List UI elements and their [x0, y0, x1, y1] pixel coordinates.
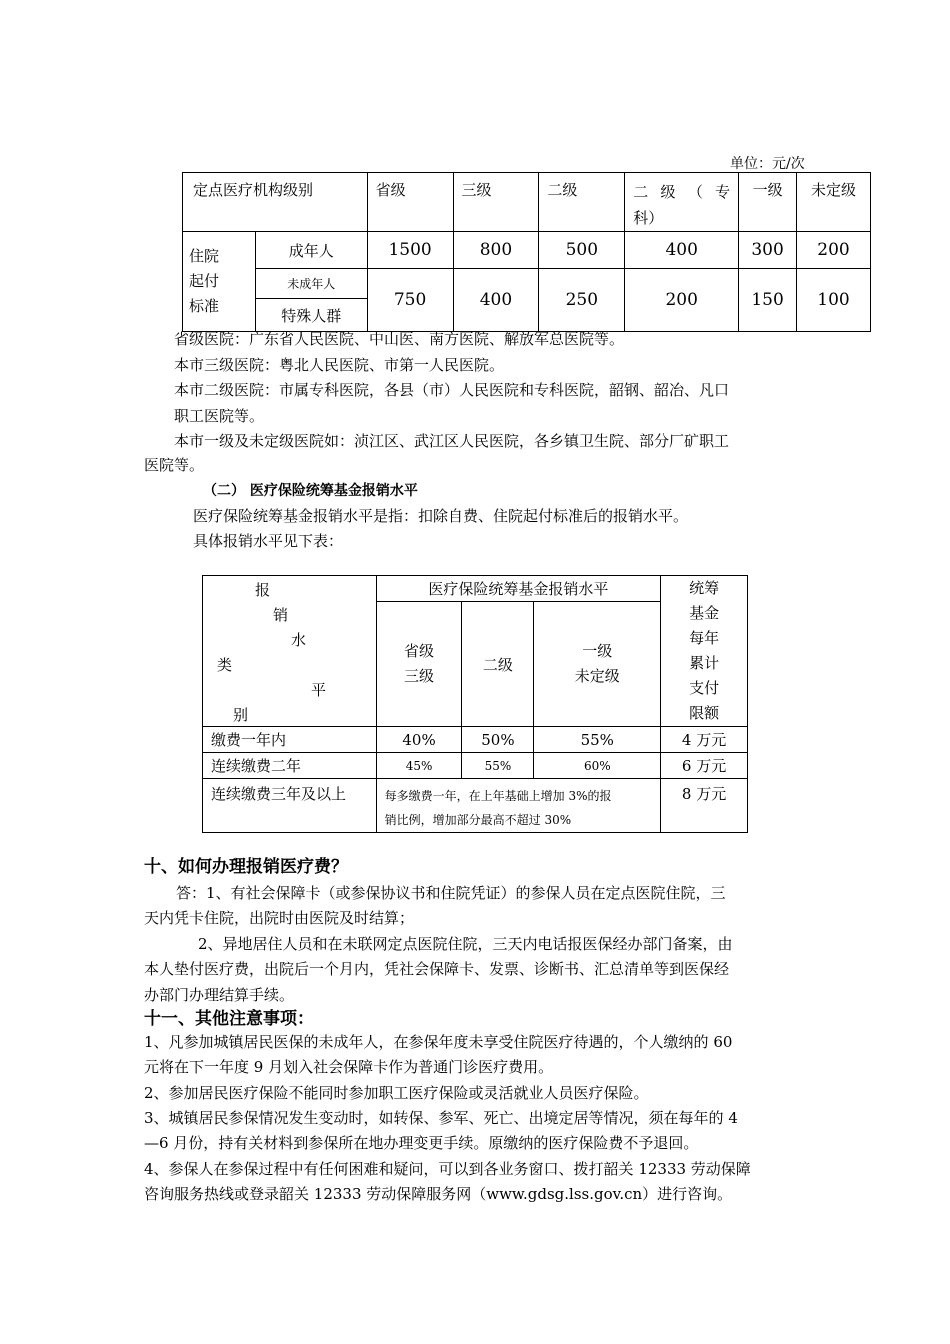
cell-value: 200 — [625, 269, 739, 332]
cell-value: 1500 — [367, 232, 453, 269]
section11-line: —6 月份，持有关材料到参保所在地办理变更手续。原缴纳的医疗保险费不予退回。 — [144, 1134, 699, 1152]
cell-value: 40% — [376, 727, 462, 753]
note-line: 医院等。 — [144, 456, 205, 474]
cell-value: 55% — [534, 727, 661, 753]
section11-title: 十一、其他注意事项： — [144, 1009, 314, 1029]
note-line: 职工医院等。 — [174, 407, 265, 425]
cell-value: 750 — [367, 269, 453, 332]
diag-char: 水 — [291, 631, 307, 649]
cell-limit: 6 万元 — [661, 753, 748, 779]
cell-value: 50% — [462, 727, 534, 753]
limit-line: 基金 — [689, 604, 720, 622]
cell-limit: 8 万元 — [661, 779, 748, 833]
header-institution-level: 定点医疗机构级别 — [183, 173, 368, 232]
section10-line: 办部门办理结算手续。 — [144, 986, 295, 1004]
limit-header — [661, 576, 748, 727]
cell-value: 500 — [539, 232, 625, 269]
limit-line: 统筹 — [689, 579, 720, 597]
cell-value: 250 — [539, 269, 625, 332]
cell-value: 150 — [739, 269, 797, 332]
header-provincial: 省级 — [367, 173, 453, 232]
section10-title: 十、如何办理报销医疗费？ — [144, 857, 348, 877]
diagonal-header — [203, 576, 377, 727]
section10-line: 本人垫付医疗费，出院后一个月内，凭社会保障卡、发票、诊断书、汇总清单等到医保经 — [144, 960, 730, 978]
section2-line: 具体报销水平见下表： — [193, 532, 344, 550]
limit-line: 每年 — [689, 629, 720, 647]
row-group-line: 起付 — [189, 272, 220, 290]
subheader-provincial-level3 — [376, 602, 462, 727]
section10-line: 答：1、有社会保障卡（或参保协议书和住院凭证）的参保人员在定点医院住院，三 — [176, 884, 726, 902]
section11-line: 1、凡参加城镇居民医保的未成年人，在参保年度未享受住院医疗待遇的，个人缴纳的 60 — [144, 1033, 733, 1051]
subheader-level2 — [462, 602, 534, 727]
subheader-line: 未定级 — [574, 667, 620, 686]
row-group-line: 标准 — [189, 297, 220, 315]
note-line: 本市二级医院：市属专科医院，各县（市）人民医院和专科医院，韶钢、韶冶、凡口 — [174, 381, 730, 399]
header-unrated: 未定级 — [797, 173, 871, 232]
row-group-label — [183, 232, 256, 332]
section11-line: 元将在下一年度 9 月划入社会保障卡作为普通门诊医疗费用。 — [144, 1058, 554, 1076]
cell-limit: 4 万元 — [661, 727, 748, 753]
cell-value: 55% — [462, 753, 534, 779]
note-line: 省级医院：广东省人民医院、中山医、南方医院、解放军总医院等。 — [174, 330, 625, 348]
cell-value: 300 — [739, 232, 797, 269]
diag-char: 销 — [273, 606, 289, 624]
diag-char: 平 — [311, 681, 327, 699]
subheader-line: 省级 — [404, 642, 435, 661]
section2-line: 医疗保险统筹基金报销水平是指：扣除自费、住院起付标准后的报销水平。 — [193, 507, 689, 525]
subheader-line: 二级 — [482, 655, 513, 674]
subheader-line: 一级 — [582, 642, 613, 661]
section10-line: 天内凭卡住院，出院时由医院及时结算； — [144, 909, 415, 927]
note-line: 每多缴费一年，在上年基础上增加 3%的报 — [384, 789, 612, 803]
header-level2: 二级 — [539, 173, 625, 232]
cell-value: 400 — [625, 232, 739, 269]
row-label: 连续缴费三年及以上 — [203, 779, 377, 833]
reimbursement-table — [202, 575, 748, 833]
group-header: 医疗保险统筹基金报销水平 — [376, 576, 661, 602]
cell-note — [376, 779, 661, 833]
cell-value: 45% — [376, 753, 462, 779]
cell-value: 400 — [453, 269, 539, 332]
row-label: 连续缴费二年 — [203, 753, 377, 779]
note-line: 销比例，增加部分最高不超过 30% — [384, 813, 572, 827]
cell-value: 100 — [797, 269, 871, 332]
limit-line: 限额 — [689, 704, 720, 722]
row-label-adult: 成年人 — [255, 232, 367, 269]
section10-line: 2、异地居住人员和在未联网定点医院住院，三天内电话报医保经办部门备案，由 — [198, 935, 733, 953]
section2-title: （二） 医疗保险统筹基金报销水平 — [203, 483, 418, 499]
header-level1: 一级 — [739, 173, 797, 232]
section11-line: 4、参保人在参保过程中有任何困难和疑问，可以到各业务窗口、拨打韶关 12333 劳动保障 — [144, 1160, 751, 1178]
header-level3: 三级 — [453, 173, 539, 232]
unit-note: 单位：元/次 — [730, 156, 805, 172]
cell-value: 800 — [453, 232, 539, 269]
header-level2-specialty: 二 级 （ 专 科） — [625, 173, 739, 232]
limit-line: 支付 — [689, 679, 720, 697]
cell-value: 200 — [797, 232, 871, 269]
row-label-special: 特殊人群 — [255, 299, 367, 332]
diag-char: 类 — [217, 656, 233, 674]
section11-line: 3、城镇居民参保情况发生变动时，如转保、参军、死亡、出境定居等情况，须在每年的 4 — [144, 1109, 738, 1127]
subheader-line: 三级 — [404, 667, 435, 686]
cell-value: 60% — [534, 753, 661, 779]
row-label-minor: 未成年人 — [255, 269, 367, 299]
deductible-table — [182, 172, 871, 332]
diag-char: 别 — [233, 706, 249, 724]
section11-line: 咨询服务热线或登录韶关 12333 劳动保障服务网（www.gdsg.lss.gov.cn）进行咨询。 — [144, 1185, 733, 1203]
section11-line: 2、参加居民医疗保险不能同时参加职工医疗保险或灵活就业人员医疗保险。 — [144, 1084, 649, 1102]
limit-line: 累计 — [689, 654, 720, 672]
diag-char: 报 — [255, 581, 271, 599]
note-line: 本市三级医院：粤北人民医院、市第一人民医院。 — [174, 356, 505, 374]
row-label: 缴费一年内 — [203, 727, 377, 753]
subheader-level1-unrated — [534, 602, 661, 727]
row-group-line: 住院 — [189, 247, 220, 265]
note-line: 本市一级及未定级医院如：浈江区、武江区人民医院，各乡镇卫生院、部分厂矿职工 — [174, 432, 730, 450]
